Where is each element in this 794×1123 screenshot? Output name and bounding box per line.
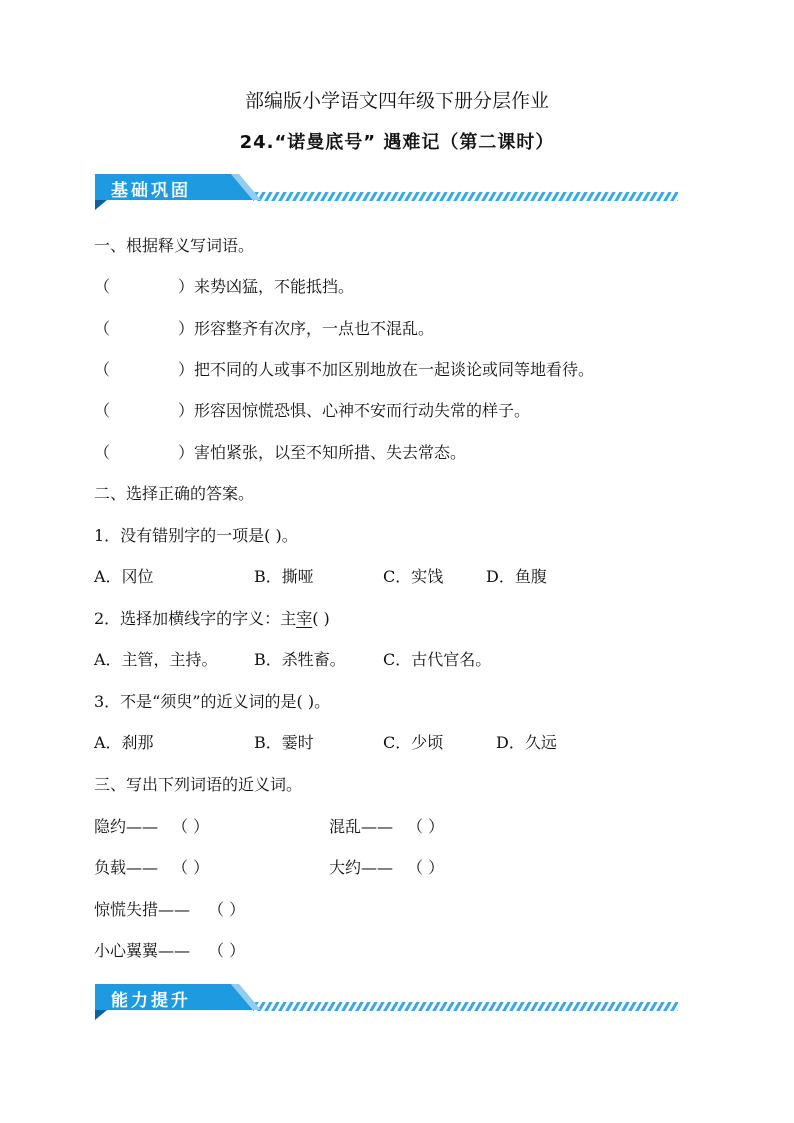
section3-heading: 三、写出下列词语的近义词。 xyxy=(94,775,303,794)
synonym-blank[interactable]: （ ） xyxy=(172,817,210,836)
synonym-blank[interactable]: （ ） xyxy=(407,817,445,836)
section1-heading: 一、根据释义写词语。 xyxy=(94,236,255,255)
option-b[interactable]: B．撕哑 xyxy=(254,567,314,586)
option-a[interactable]: A．冈位 xyxy=(94,567,154,586)
question-3-stem: 3．不是“须臾”的近义词的是( )。 xyxy=(94,692,331,711)
banner-advanced-label: 能力提升 xyxy=(111,991,191,1011)
definition-item xyxy=(94,274,354,297)
question-2-suffix: ( ) xyxy=(312,609,330,628)
blank-close: ） xyxy=(178,443,195,462)
synonym-word: 负载—— xyxy=(94,858,159,877)
definition-text: 害怕紧张，以至不知所措、失去常态。 xyxy=(194,443,467,462)
banner-basic-label: 基础巩固 xyxy=(111,181,191,201)
blank-close: ） xyxy=(178,319,195,338)
synonym-word: 惊慌失措—— xyxy=(94,900,191,919)
definition-item xyxy=(94,316,434,339)
blank-open: （ xyxy=(94,277,111,296)
definition-item xyxy=(94,357,594,380)
synonym-blank[interactable]: （ ） xyxy=(407,858,445,877)
option-b[interactable]: B．霎时 xyxy=(254,733,314,752)
question-2-word-plain: 主 xyxy=(280,609,297,628)
question-2-underlined-char: 宰 xyxy=(296,609,313,628)
definition-text: 来势凶猛，不能抵挡。 xyxy=(194,277,355,296)
synonym-word: 小心翼翼—— xyxy=(94,941,191,960)
blank-open: （ xyxy=(94,360,111,379)
question-2-prefix: 2．选择加横线字的字义： xyxy=(94,609,281,628)
definition-text: 把不同的人或事不加区别地放在一起谈论或同等地看待。 xyxy=(194,360,595,379)
blank-open: （ xyxy=(94,319,111,338)
definition-text: 形容因惊慌恐惧、心神不安而行动失常的样子。 xyxy=(194,401,531,420)
synonym-word: 混乱—— xyxy=(329,817,394,836)
option-a[interactable]: A．主管，主持。 xyxy=(94,650,218,669)
question-1-stem: 1．没有错别字的一项是( )。 xyxy=(94,526,298,545)
blank-close: ） xyxy=(178,401,195,420)
synonym-blank[interactable]: （ ） xyxy=(172,858,210,877)
blank-close: ） xyxy=(178,277,195,296)
banner-basic xyxy=(93,170,678,210)
blank-open: （ xyxy=(94,401,111,420)
blank-close: ） xyxy=(178,360,195,379)
option-d[interactable]: D．久远 xyxy=(496,733,557,752)
synonym-word: 大约—— xyxy=(329,858,394,877)
worksheet-series-title: 部编版小学语文四年级下册分层作业 xyxy=(244,90,549,112)
blank-open: （ xyxy=(94,443,111,462)
definition-item xyxy=(94,440,466,463)
option-c[interactable]: C．少顷 xyxy=(383,733,444,752)
synonym-word: 隐约—— xyxy=(94,817,159,836)
option-b[interactable]: B．杀牲畜。 xyxy=(254,650,346,669)
synonym-blank[interactable]: （ ） xyxy=(208,941,246,960)
definition-item xyxy=(94,398,530,421)
lesson-title: 24.“诺曼底号” 遇难记（第二课时） xyxy=(239,132,555,153)
option-c[interactable]: C．古代官名。 xyxy=(383,650,492,669)
option-a[interactable]: A．刹那 xyxy=(94,733,154,752)
banner-advanced xyxy=(93,980,678,1020)
section2-heading: 二、选择正确的答案。 xyxy=(94,484,255,503)
definition-text: 形容整齐有次序，一点也不混乱。 xyxy=(194,319,435,338)
synonym-blank[interactable]: （ ） xyxy=(208,900,246,919)
question-2-stem xyxy=(94,606,330,629)
option-d[interactable]: D．鱼腹 xyxy=(486,567,547,586)
option-c[interactable]: C．实饯 xyxy=(383,567,444,586)
